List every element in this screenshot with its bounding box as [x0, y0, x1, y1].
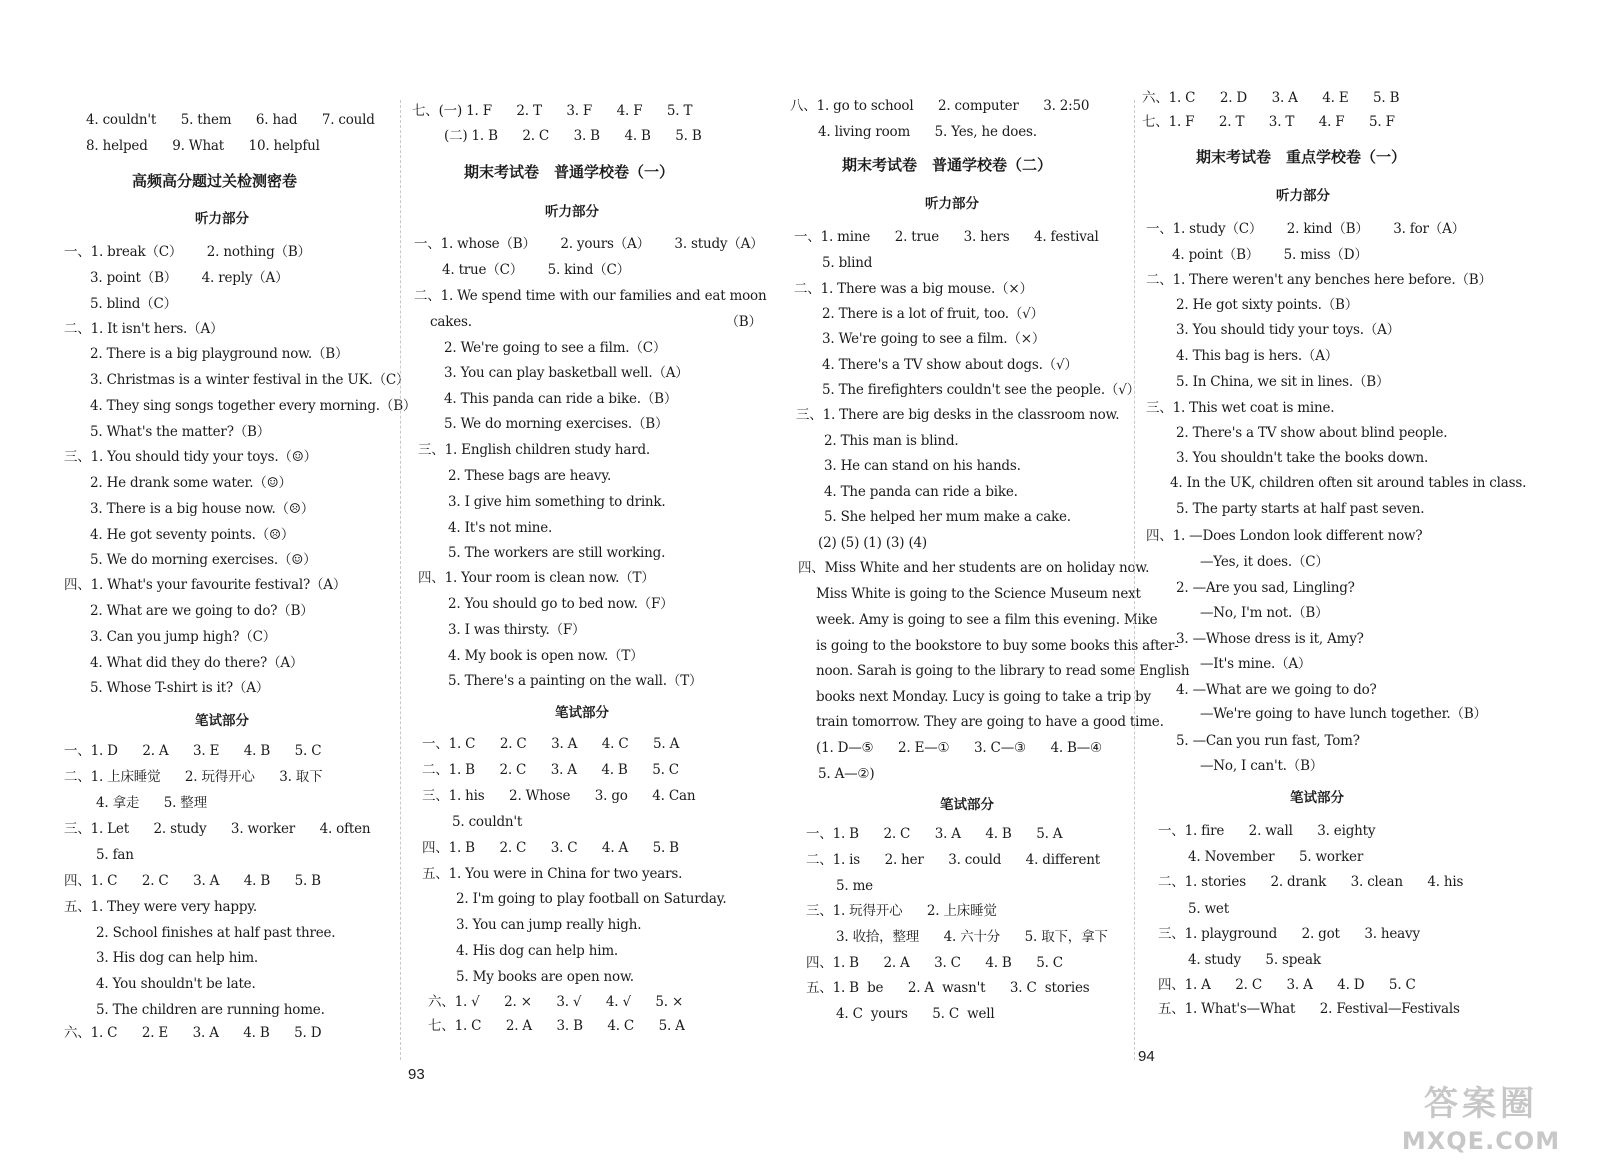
answer-line: 七、(一) 1. F 2. T 3. F 4. F 5. T [412, 103, 693, 119]
answer-line: 3. I was thirsty.（F） [448, 622, 586, 638]
page-number-right: 94 [1138, 1048, 1155, 1065]
answer-line: 一、1. D 2. A 3. E 4. B 5. C [64, 743, 322, 759]
answer-line: 四、1. —Does London look different now? [1146, 528, 1423, 544]
answer-line: (二) 1. B 2. C 3. B 4. B 5. B [444, 128, 702, 144]
answer-line: 二、1. There weren't any benches here before.（B） [1146, 272, 1492, 288]
answer-line: 一、1. B 2. C 3. A 4. B 5. A [806, 826, 1063, 842]
answer-line: 五、1. What's—What 2. Festival—Festivals [1158, 1001, 1460, 1017]
answer-line: 五、1. They were very happy. [64, 899, 257, 915]
answer-line: 3. You can jump really high. [456, 917, 642, 933]
subsection-heading: 笔试部分 [940, 797, 994, 813]
answer-line: 七、1. C 2. A 3. B 4. C 5. A [428, 1018, 685, 1034]
answer-line: 2. This man is blind. [824, 433, 959, 449]
answer-line: 二、1. B 2. C 3. A 4. B 5. C [422, 762, 679, 778]
answer-line: 二、1. 上床睡觉 2. 玩得开心 3. 取下 [64, 769, 323, 785]
answer-line: 二、1. is 2. her 3. could 4. different [806, 852, 1100, 868]
column-divider [400, 100, 401, 1060]
answer-line: 5. We do morning exercises.（B） [444, 416, 669, 432]
answer-line: 5. me [836, 878, 873, 894]
answer-line: 四、Miss White and her students are on holiday now. [798, 560, 1150, 576]
answer-line: is going to the bookstore to buy some books this after- [816, 638, 1179, 654]
answer-line: 8. helped 9. What 10. helpful [86, 138, 320, 154]
answer-line: 三、1. Let 2. study 3. worker 4. often [64, 821, 371, 837]
answer-line: 五、1. You were in China for two years. [422, 866, 683, 882]
page-number-left: 93 [408, 1066, 425, 1083]
watermark-top-text: 答案圈 [1424, 1084, 1538, 1124]
answer-line: 5. wet [1188, 901, 1229, 917]
answer-line: 三、1. 玩得开心 2. 上床睡觉 [806, 903, 997, 919]
answer-line: 2. We're going to see a film.（C） [444, 340, 667, 356]
answer-line: —We're going to have lunch together.（B） [1200, 706, 1487, 722]
answer-line: 三、1. You should tidy your toys.（☺） [64, 449, 317, 465]
answer-line: 3. He can stand on his hands. [824, 458, 1021, 474]
subsection-heading: 笔试部分 [555, 705, 609, 721]
answer-line: 一、1. whose（B） 2. yours（A） 3. study（A） [414, 236, 764, 252]
answer-line: cakes. （B） [430, 314, 762, 330]
answer-line: 5. The firefighters couldn't see the people.（√） [822, 382, 1140, 398]
answer-line: 5. blind [822, 255, 873, 271]
answer-line: week. Amy is going to see a film this evening. Mike [816, 612, 1158, 628]
answer-line: 2. I'm going to play football on Saturday. [456, 891, 727, 907]
answer-line: 四、1. B 2. C 3. C 4. A 5. B [422, 840, 679, 856]
answer-line: 一、1. study（C） 2. kind（B） 3. for（A） [1146, 221, 1465, 237]
answer-line: train tomorrow. They are going to have a good time. [816, 714, 1164, 730]
answer-line: 5. Whose T-shirt is it?（A） [90, 680, 270, 696]
answer-line: 三、1. English children study hard. [418, 442, 651, 458]
answer-line: 5. blind（C） [90, 296, 177, 312]
answer-line: 四、1. B 2. A 3. C 4. B 5. C [806, 955, 1063, 971]
answer-line: 4. They sing songs together every morning.（B） [90, 398, 417, 414]
answer-line: 5. —Can you run fast, Tom? [1176, 733, 1360, 749]
answer-line: 3. 收拾，整理 4. 六十分 5. 取下，拿下 [836, 929, 1108, 945]
answer-line: —Yes, it does.（C） [1200, 554, 1329, 570]
subsection-heading: 听力部分 [545, 204, 599, 220]
answer-line: 三、1. This wet coat is mine. [1146, 400, 1335, 416]
answer-line: 3. We're going to see a film.（×） [822, 331, 1046, 347]
subsection-heading: 听力部分 [1276, 188, 1330, 204]
section-heading: 期末考试卷 普通学校卷（二） [842, 156, 1053, 174]
answer-line: 七、1. F 2. T 3. T 4. F 5. F [1142, 114, 1395, 130]
answer-line: 5. The workers are still working. [448, 545, 666, 561]
answer-line: 4. In the UK, children often sit around tables in class. [1170, 475, 1527, 491]
section-heading: 期末考试卷 普通学校卷（一） [464, 163, 675, 181]
answer-line: 5. fan [96, 847, 134, 863]
answer-line: 二、1. It isn't hers.（A） [64, 321, 224, 337]
answer-line: 4. There's a TV show about dogs.（√） [822, 357, 1078, 373]
answer-line: 2. There is a lot of fruit, too.（√） [822, 306, 1044, 322]
answer-line: 4. This bag is hers.（A） [1176, 348, 1339, 364]
answer-line: 4. His dog can help him. [456, 943, 619, 959]
answer-line: 六、1. √ 2. × 3. √ 4. √ 5. × [428, 994, 684, 1010]
answer-line: 二、1. There was a big mouse.（×） [794, 281, 1033, 297]
answer-line: 5. What's the matter?（B） [90, 424, 271, 440]
answer-line: 二、1. We spend time with our families and eat moon [414, 288, 767, 304]
answer-line: 3. You shouldn't take the books down. [1176, 450, 1429, 466]
subsection-heading: 笔试部分 [1290, 790, 1344, 806]
answer-line: 3. There is a big house now.（☹） [90, 501, 315, 517]
watermark-bottom-text: MXQE.COM [1401, 1127, 1561, 1155]
answer-line: 三、1. his 2. Whose 3. go 4. Can [422, 788, 696, 804]
answer-line: 4. true（C） 5. kind（C） [442, 262, 630, 278]
answer-line: 5. She helped her mum make a cake. [824, 509, 1071, 525]
answer-line: 四、1. Your room is clean now.（T） [418, 570, 655, 586]
answer-line: 一、1. C 2. C 3. A 4. C 5. A [422, 736, 680, 752]
answer-line: 三、1. There are big desks in the classroom now. [796, 407, 1120, 423]
section-heading: 期末考试卷 重点学校卷（一） [1196, 148, 1407, 166]
answer-line: 4. living room 5. Yes, he does. [818, 124, 1037, 140]
answer-line: (2) (5) (1) (3) (4) [818, 535, 927, 551]
answer-line: 4. November 5. worker [1188, 849, 1364, 865]
answer-line: 4. My book is open now.（T） [448, 648, 644, 664]
answer-line: 3. Can you jump high?（C） [90, 629, 277, 645]
answer-line: 一、1. mine 2. true 3. hers 4. festival [794, 229, 1099, 245]
answer-line: 八、1. go to school 2. computer 3. 2:50 [790, 98, 1090, 114]
answer-line: 5. A—②) [818, 766, 875, 782]
answer-line: 4. This panda can ride a bike.（B） [444, 391, 678, 407]
answer-line: 4. study 5. speak [1188, 952, 1321, 968]
answer-line: 3. Christmas is a winter festival in the UK.（C） [90, 372, 410, 388]
answer-line: 3. —Whose dress is it, Amy? [1176, 631, 1364, 647]
answer-line: 4. It's not mine. [448, 520, 553, 536]
answer-line: 一、1. break（C） 2. nothing（B） [64, 244, 311, 260]
answer-line: 5. There's a painting on the wall.（T） [448, 673, 703, 689]
subsection-heading: 笔试部分 [195, 713, 249, 729]
answer-line: 5. The party starts at half past seven. [1176, 501, 1425, 517]
answer-line: 2. —Are you sad, Lingling? [1176, 580, 1355, 596]
answer-line: noon. Sarah is going to the library to read some English [816, 663, 1190, 679]
answer-line: 4. He got seventy points.（☹） [90, 527, 295, 543]
answer-line: 二、1. stories 2. drank 3. clean 4. his [1158, 874, 1464, 890]
subsection-heading: 听力部分 [195, 211, 249, 227]
answer-line: 4. 拿走 5. 整理 [96, 795, 207, 811]
answer-line: 4. You shouldn't be late. [96, 976, 256, 992]
answer-line: 六、1. C 2. E 3. A 4. B 5. D [64, 1025, 322, 1041]
answer-line: 4. The panda can ride a bike. [824, 484, 1018, 500]
answer-line: 2. There's a TV show about blind people. [1176, 425, 1448, 441]
answer-line: 四、1. A 2. C 3. A 4. D 5. C [1158, 977, 1416, 993]
answer-line: 5. My books are open now. [456, 969, 634, 985]
answer-line: books next Monday. Lucy is going to take a trip by [816, 689, 1151, 705]
answer-line: 2. School finishes at half past three. [96, 925, 336, 941]
answer-line: 五、1. B be 2. A wasn't 3. C stories [806, 980, 1090, 996]
answer-line: 4. couldn't 5. them 6. had 7. could [86, 112, 375, 128]
answer-line: —It's mine.（A） [1200, 656, 1312, 672]
column-divider [1134, 100, 1135, 1060]
answer-line: 4. C yours 5. C well [836, 1006, 995, 1022]
subsection-heading: 听力部分 [925, 196, 979, 212]
answer-line: 六、1. C 2. D 3. A 4. E 5. B [1142, 90, 1400, 106]
answer-line: 3. You can play basketball well.（A） [444, 365, 689, 381]
answer-line: 四、1. What's your favourite festival?（A） [64, 577, 347, 593]
answer-line: 三、1. playground 2. got 3. heavy [1158, 926, 1420, 942]
answer-line: 4. point（B） 5. miss（D） [1172, 247, 1368, 263]
answer-line: 2. He drank some water.（☺） [90, 475, 292, 491]
answer-line: 3. point（B） 4. reply（A） [90, 270, 289, 286]
answer-line: (1. D—⑤ 2. E—① 3. C—③ 4. B—④ [816, 740, 1102, 756]
answer-line: 一、1. fire 2. wall 3. eighty [1158, 823, 1376, 839]
section-heading: 高频高分题过关检测密卷 [132, 172, 298, 190]
answer-line: —No, I'm not.（B） [1200, 605, 1329, 621]
answer-line: 5. couldn't [452, 814, 523, 830]
answer-line: 3. His dog can help him. [96, 950, 259, 966]
answer-line: 4. —What are we going to do? [1176, 682, 1377, 698]
answer-line: 3. You should tidy your toys.（A） [1176, 322, 1400, 338]
watermark-logo [1396, 1082, 1566, 1160]
answer-line: 4. What did they do there?（A） [90, 655, 304, 671]
answer-line: 5. We do morning exercises.（☺） [90, 552, 317, 568]
answer-line: 2. These bags are heavy. [448, 468, 612, 484]
answer-line: 2. You should go to bed now.（F） [448, 596, 674, 612]
answer-line: Miss White is going to the Science Museum next [816, 586, 1141, 602]
answer-line: —No, I can't.（B） [1200, 758, 1324, 774]
answer-line: 2. There is a big playground now.（B） [90, 346, 349, 362]
answer-line: 2. What are we going to do?（B） [90, 603, 314, 619]
answer-line: 5. The children are running home. [96, 1002, 325, 1018]
answer-line: 四、1. C 2. C 3. A 4. B 5. B [64, 873, 321, 889]
answer-line: 2. He got sixty points.（B） [1176, 297, 1359, 313]
answer-line: 5. In China, we sit in lines.（B） [1176, 374, 1390, 390]
answer-line: 3. I give him something to drink. [448, 494, 666, 510]
